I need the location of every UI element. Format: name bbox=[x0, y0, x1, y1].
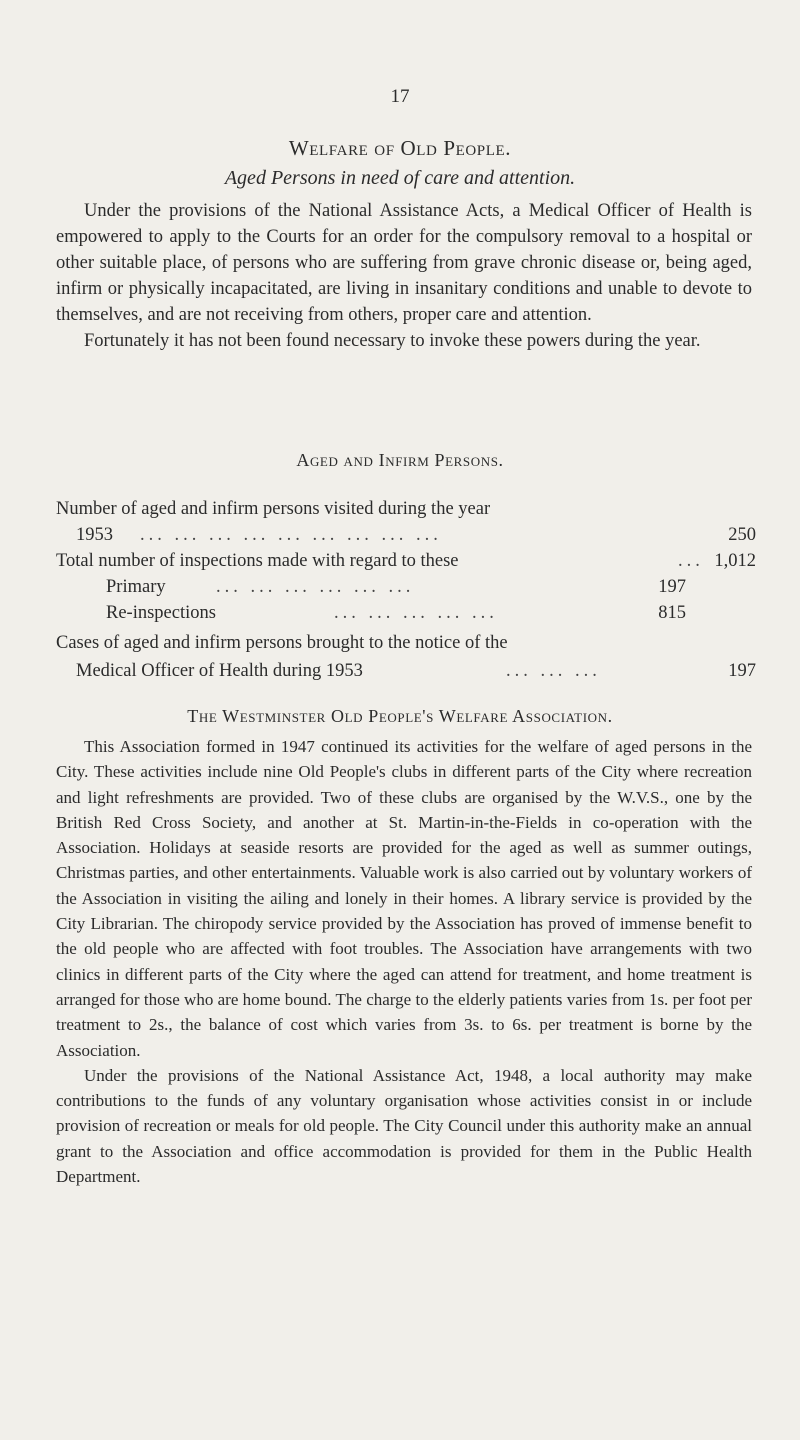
stat-label: Total number of inspections made with regard to these bbox=[56, 551, 459, 571]
section-heading-aged-infirm: Aged and Infirm Persons. bbox=[296, 450, 504, 470]
section-heading-westminster-association: The Westminster Old People's Welfare Association. bbox=[187, 706, 613, 726]
stat-row-label bbox=[56, 496, 756, 522]
stat-label: Re-inspections bbox=[106, 603, 216, 623]
stat-row bbox=[56, 600, 756, 626]
page-number: 17 bbox=[390, 86, 410, 107]
stat-value: 197 bbox=[728, 661, 756, 681]
leader-dots: ... ... ... ... ... ... ... ... ... bbox=[140, 525, 442, 545]
section-heading-welfare: Welfare of Old People. bbox=[288, 136, 512, 160]
stat-label: Number of aged and infirm persons visited during the year bbox=[56, 499, 491, 519]
section-subheading-aged-persons: Aged Persons in need of care and attention. bbox=[224, 167, 576, 189]
stat-value: 1,012 bbox=[714, 551, 756, 571]
stat-value: 197 bbox=[658, 577, 686, 597]
stat-row-label bbox=[56, 630, 756, 656]
stat-label: Cases of aged and infirm persons brought to the notice of the bbox=[56, 633, 508, 653]
paragraph: Under the provisions of the National Assistance Acts, a Medical Officer of Health is empowered to apply to the Courts for an order for the compulsory removal to a hospital or other suitable place, of persons who are suffering from grave chronic disease or, being aged, infirm or physically incapacitated, are living in insanitary conditions and unable to devote to themselves, and are not receiving from others, proper care and attention. bbox=[56, 201, 752, 325]
stat-row bbox=[56, 658, 756, 684]
stat-row bbox=[56, 574, 756, 600]
stat-row bbox=[56, 522, 756, 548]
paragraph: Fortunately it has not been found necessary to invoke these powers during the year. bbox=[84, 331, 701, 351]
stat-row bbox=[56, 548, 756, 574]
paragraph: Under the provisions of the National Assistance Act, 1948, a local authority may make contributions to the funds of any voluntary organisation whose activities consist in or include provision of recreation or meals for old people. The City Council under this authority make an annual grant to the Association and office accommodation is provided for them in the Public Health Department. bbox=[56, 1065, 752, 1187]
paragraph: This Association formed in 1947 continued its activities for the welfare of aged persons in the City. These activities include nine Old People's clubs in different parts of the City where recreation and light refreshments are provided. Two of these clubs are organised by the W.V.S., one by the British Red Cross Society, and another at St. Martin-in-the-Fields in co-operation with the Association. Holidays at seaside resorts are provided for the aged as well as summer outings, Christmas parties, and other entertainments. Valuable work is also carried out by voluntary workers of the Association in visiting the ailing and lonely in their homes. A library service is provided by the City Librarian. The chiropody service provided by the Association has proved of immense benefit to the old people who are affected with foot troubles. The Association have arrangements with two clinics in different parts of the City where the aged can attend for treatment, and home treatment is arranged for those who are home bound. The charge to the elderly patients varies from 1s. per foot per treatment to 2s., the balance of cost which varies from 3s. to 6s. per treatment is borne by the Association. bbox=[56, 737, 752, 1060]
welfare-body bbox=[56, 198, 752, 354]
leader-dots: ... ... ... bbox=[506, 661, 601, 681]
leader-dots: ... ... ... ... ... ... bbox=[216, 577, 415, 597]
leader-dots: ... bbox=[678, 551, 704, 571]
stat-value: 815 bbox=[658, 603, 686, 623]
association-body bbox=[56, 734, 752, 1189]
stat-value: 250 bbox=[728, 525, 756, 545]
stat-label: Medical Officer of Health during 1953 bbox=[76, 661, 363, 681]
stat-label: Primary bbox=[106, 577, 166, 597]
leader-dots: ... ... ... ... ... bbox=[334, 603, 498, 623]
stat-label: 1953 bbox=[76, 525, 113, 545]
